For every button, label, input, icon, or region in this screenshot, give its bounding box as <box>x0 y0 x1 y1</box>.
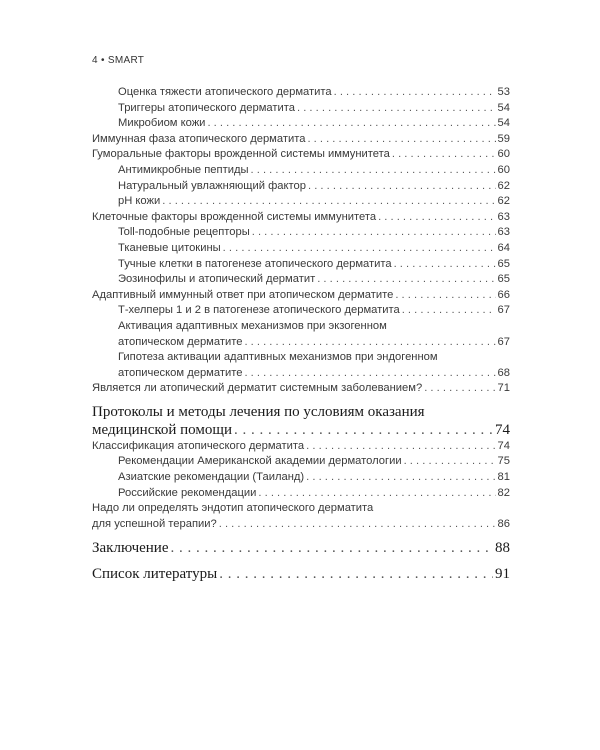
series-name: SMART <box>107 55 145 66</box>
toc-entry[interactable] <box>92 486 510 502</box>
toc-entry-page: 53 <box>497 86 510 98</box>
toc-entry-page: 54 <box>497 117 510 130</box>
dot-leader <box>171 539 494 557</box>
toc-entry[interactable] <box>92 132 510 148</box>
toc-entry[interactable] <box>92 303 510 319</box>
toc-entry-title: Тканевые цитокины <box>118 241 221 254</box>
toc-entry-title: Триггеры атопического дерматита <box>118 101 295 114</box>
dot-leader <box>306 470 495 486</box>
dot-leader <box>424 381 495 397</box>
toc-entry-page: 67 <box>497 335 510 348</box>
dot-leader <box>378 210 495 226</box>
dot-leader <box>404 454 496 470</box>
toc-entry[interactable] <box>92 241 510 257</box>
toc-entry-title: Натуральный увлажняющий фактор <box>118 179 306 192</box>
toc-entry-title: Российские рекомендации <box>118 486 257 499</box>
toc-entry-title: Toll-подобные рецепторы <box>118 226 250 239</box>
toc-entry-title: Надо ли определять эндотип атопического дерматита <box>92 502 374 515</box>
toc-entry[interactable] <box>92 350 510 381</box>
dot-leader <box>307 132 495 148</box>
toc-entry-page: 74 <box>497 439 510 452</box>
toc-entry-title: Азиатские рекомендации (Таиланд) <box>118 471 305 484</box>
toc-entry-page: 63 <box>497 210 510 223</box>
toc-entry-title: Активация адаптивных механизмов при экзогенном <box>118 319 387 332</box>
toc-entry-title: Гуморальные факторы врожденной системы иммунитета <box>92 148 390 161</box>
toc-chapter[interactable] <box>92 565 510 583</box>
dot-leader <box>162 194 495 210</box>
header-separator: • <box>100 55 105 66</box>
dot-leader <box>234 421 493 439</box>
toc-chapter-page: 91 <box>495 566 510 583</box>
toc-entry[interactable] <box>92 85 510 101</box>
toc-entry-title: Т-хелперы 1 и 2 в патогенезе атопического дерматита <box>118 304 400 317</box>
dot-leader <box>402 303 496 319</box>
toc-entry-page: 59 <box>497 132 510 145</box>
toc-entry[interactable] <box>92 470 510 486</box>
toc-entry-page: 67 <box>497 304 510 317</box>
dot-leader <box>306 439 495 455</box>
toc-entry[interactable] <box>92 163 510 179</box>
toc-entry[interactable] <box>92 194 510 210</box>
dot-leader <box>223 241 496 257</box>
toc-chapter-title: Список литературы <box>92 566 218 583</box>
dot-leader <box>219 565 493 583</box>
toc-entry-page: 62 <box>497 195 510 208</box>
dot-leader <box>244 335 495 351</box>
toc-entry-title: Микробиом кожи <box>118 117 206 130</box>
toc-entry-title: Тучные клетки в патогенезе атопического дерматита <box>118 257 392 270</box>
dot-leader <box>317 272 495 288</box>
toc-entry-title: Рекомендации Американской академии дерматологии <box>118 455 402 468</box>
toc-entry-title-cont: атопическом дерматите <box>118 335 243 348</box>
toc-entry[interactable] <box>92 439 510 455</box>
toc-entry-title: Гипотеза активации адаптивных механизмов при эндогенном <box>118 351 438 364</box>
toc-entry[interactable] <box>92 381 510 397</box>
toc-chapter[interactable] <box>92 539 510 557</box>
toc-entry[interactable] <box>92 272 510 288</box>
toc-entry-page: 75 <box>497 455 510 468</box>
toc-entry-page: 54 <box>497 101 510 114</box>
dot-leader <box>297 101 496 117</box>
toc-entry-title: Клеточные факторы врожденной системы иммунитета <box>92 210 377 223</box>
toc-entry-title: Является ли атопический дерматит системным заболеванием? <box>92 382 423 395</box>
dot-leader <box>252 225 496 241</box>
page-number: 4 <box>92 55 98 66</box>
toc-chapter-page: 74 <box>495 421 510 438</box>
toc-chapter-title: Протоколы и методы лечения по условиям оказания <box>92 403 425 420</box>
toc-entry[interactable] <box>92 454 510 470</box>
toc-entry[interactable] <box>92 147 510 163</box>
toc-entry-page: 63 <box>497 226 510 239</box>
toc-entry-title: Антимикробные пептиды <box>118 163 249 176</box>
toc-entry[interactable] <box>92 179 510 195</box>
toc-entry-page: 60 <box>497 163 510 176</box>
toc-entry-title: Классификация атопического дерматита <box>92 439 305 452</box>
toc-entry-page: 82 <box>497 486 510 499</box>
dot-leader <box>258 486 495 502</box>
toc-entry-page: 71 <box>497 382 510 395</box>
toc-chapter-page: 88 <box>495 540 510 557</box>
dot-leader <box>334 85 496 101</box>
toc-entry-title: Оценка тяжести атопического дерматита <box>118 86 332 98</box>
toc-entry-title: Адаптивный иммунный ответ при атопическом дерматите <box>92 288 394 301</box>
toc-chapter[interactable] <box>92 403 510 439</box>
toc-chapter-title-cont: медицинской помощи <box>92 421 232 438</box>
toc-entry-page: 66 <box>497 288 510 301</box>
dot-leader <box>251 163 496 179</box>
toc-chapter-title: Заключение <box>92 540 169 557</box>
dot-leader <box>219 517 496 533</box>
toc-entry-page: 68 <box>497 366 510 379</box>
toc-entry[interactable] <box>92 257 510 273</box>
toc-entry-page: 62 <box>497 179 510 192</box>
dot-leader <box>244 366 495 382</box>
dot-leader <box>392 147 496 163</box>
toc-entry-page: 86 <box>497 517 510 530</box>
toc-entry-title: Иммунная фаза атопического дерматита <box>92 132 306 145</box>
toc-entry[interactable] <box>92 225 510 241</box>
toc-entry-page: 81 <box>497 471 510 484</box>
dot-leader <box>395 288 495 304</box>
toc-entry-title-cont: атопическом дерматите <box>118 366 243 379</box>
toc-entry-page: 65 <box>497 273 510 286</box>
table-of-contents <box>92 85 510 583</box>
toc-entry[interactable] <box>92 101 510 117</box>
dot-leader <box>207 116 495 132</box>
toc-entry-title-cont: для успешной терапии? <box>92 517 217 530</box>
dot-leader <box>308 179 496 195</box>
toc-entry[interactable] <box>92 116 510 132</box>
toc-entry-title: Эозинофилы и атопический дерматит <box>118 273 316 286</box>
toc-entry-title: pH кожи <box>118 195 161 208</box>
toc-entry[interactable] <box>92 319 510 350</box>
dot-leader <box>394 257 496 273</box>
toc-entry-page: 60 <box>497 148 510 161</box>
toc-entry[interactable] <box>92 288 510 304</box>
running-header <box>92 55 144 66</box>
toc-entry-page: 65 <box>497 257 510 270</box>
toc-entry-page: 64 <box>497 241 510 254</box>
toc-entry[interactable] <box>92 210 510 226</box>
toc-entry[interactable] <box>92 501 510 532</box>
